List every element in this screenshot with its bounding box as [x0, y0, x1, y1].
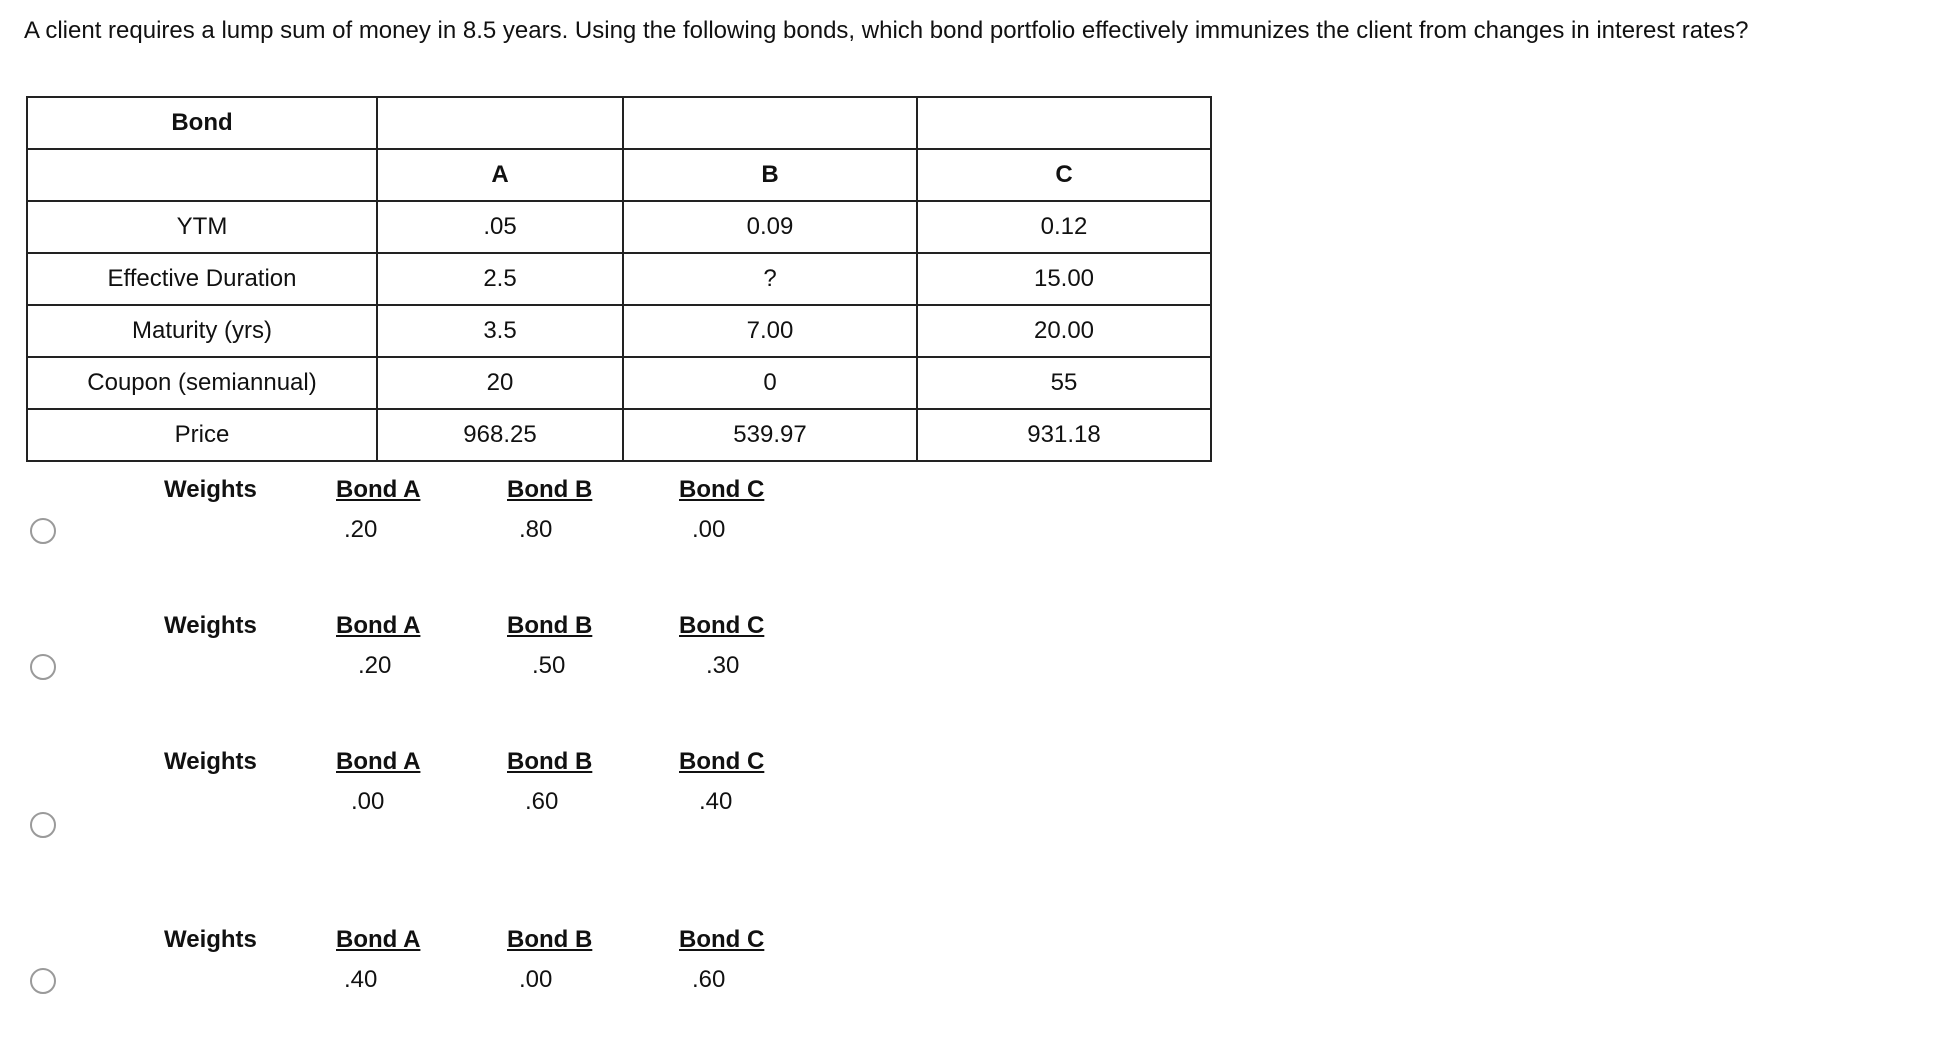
bond-a-weight: .40	[344, 966, 378, 993]
table-cell: Effective Duration	[27, 253, 377, 305]
bond-a-header: Bond A	[336, 748, 421, 775]
table-cell: 2.5	[377, 253, 623, 305]
question-text: A client requires a lump sum of money in 8.5 years. Using the following bonds, which bond portfolio effectively immunizes the client from changes in interest rates?	[24, 17, 1749, 44]
answer-option-4[interactable]	[0, 926, 1948, 1056]
bond-c-weight: .00	[692, 516, 726, 543]
bond-b-weight: .80	[519, 516, 553, 543]
radio-button-option-3[interactable]	[30, 812, 56, 838]
table-cell: Price	[27, 409, 377, 461]
table-header-cell	[917, 97, 1211, 149]
table-cell: 539.97	[623, 409, 917, 461]
table-cell: 3.5	[377, 305, 623, 357]
table-cell: ?	[623, 253, 917, 305]
bond-a-weight: .00	[351, 788, 385, 815]
table-header-cell: Bond	[27, 97, 377, 149]
table-cell	[27, 149, 377, 201]
table-cell: B	[623, 149, 917, 201]
table-row	[27, 201, 1211, 253]
table-cell: 7.00	[623, 305, 917, 357]
table-row	[27, 149, 1211, 201]
table-header-cell	[377, 97, 623, 149]
bond-b-weight: .00	[519, 966, 553, 993]
table-cell: YTM	[27, 201, 377, 253]
bond-c-weight: .30	[706, 652, 740, 679]
bond-b-header: Bond B	[507, 926, 593, 953]
bond-b-header: Bond B	[507, 748, 593, 775]
bond-a-weight: .20	[358, 652, 392, 679]
table-row	[27, 409, 1211, 461]
table-cell: 0.12	[917, 201, 1211, 253]
bond-c-header: Bond C	[679, 476, 765, 503]
table-cell: A	[377, 149, 623, 201]
answer-option-1[interactable]	[0, 476, 1948, 606]
table-cell: 20	[377, 357, 623, 409]
answer-option-2[interactable]	[0, 612, 1948, 742]
bond-c-header: Bond C	[679, 612, 765, 639]
radio-button-option-1[interactable]	[30, 518, 56, 544]
bond-c-header: Bond C	[679, 748, 765, 775]
table-cell: 0.09	[623, 201, 917, 253]
table-cell: 0	[623, 357, 917, 409]
table-row	[27, 253, 1211, 305]
table-cell: 15.00	[917, 253, 1211, 305]
table-cell: 55	[917, 357, 1211, 409]
bond-c-header: Bond C	[679, 926, 765, 953]
radio-button-option-2[interactable]	[30, 654, 56, 680]
bond-a-header: Bond A	[336, 926, 421, 953]
table-cell: 20.00	[917, 305, 1211, 357]
table-row	[27, 357, 1211, 409]
table-cell: .05	[377, 201, 623, 253]
table-cell: 968.25	[377, 409, 623, 461]
radio-button-option-4[interactable]	[30, 968, 56, 994]
weights-label: Weights	[164, 748, 257, 775]
table-cell: 931.18	[917, 409, 1211, 461]
bond-c-weight: .60	[692, 966, 726, 993]
bond-a-header: Bond A	[336, 476, 421, 503]
table-cell: Coupon (semiannual)	[27, 357, 377, 409]
bond-table	[26, 96, 1212, 462]
weights-label: Weights	[164, 476, 257, 503]
bond-a-header: Bond A	[336, 612, 421, 639]
answer-option-3[interactable]	[0, 748, 1948, 878]
bond-b-header: Bond B	[507, 476, 593, 503]
table-header-row	[27, 97, 1211, 149]
table-cell: Maturity (yrs)	[27, 305, 377, 357]
weights-label: Weights	[164, 926, 257, 953]
bond-c-weight: .40	[699, 788, 733, 815]
bond-b-header: Bond B	[507, 612, 593, 639]
table-header-cell	[623, 97, 917, 149]
weights-label: Weights	[164, 612, 257, 639]
table-row	[27, 305, 1211, 357]
table-cell: C	[917, 149, 1211, 201]
bond-b-weight: .60	[525, 788, 559, 815]
bond-a-weight: .20	[344, 516, 378, 543]
bond-b-weight: .50	[532, 652, 566, 679]
